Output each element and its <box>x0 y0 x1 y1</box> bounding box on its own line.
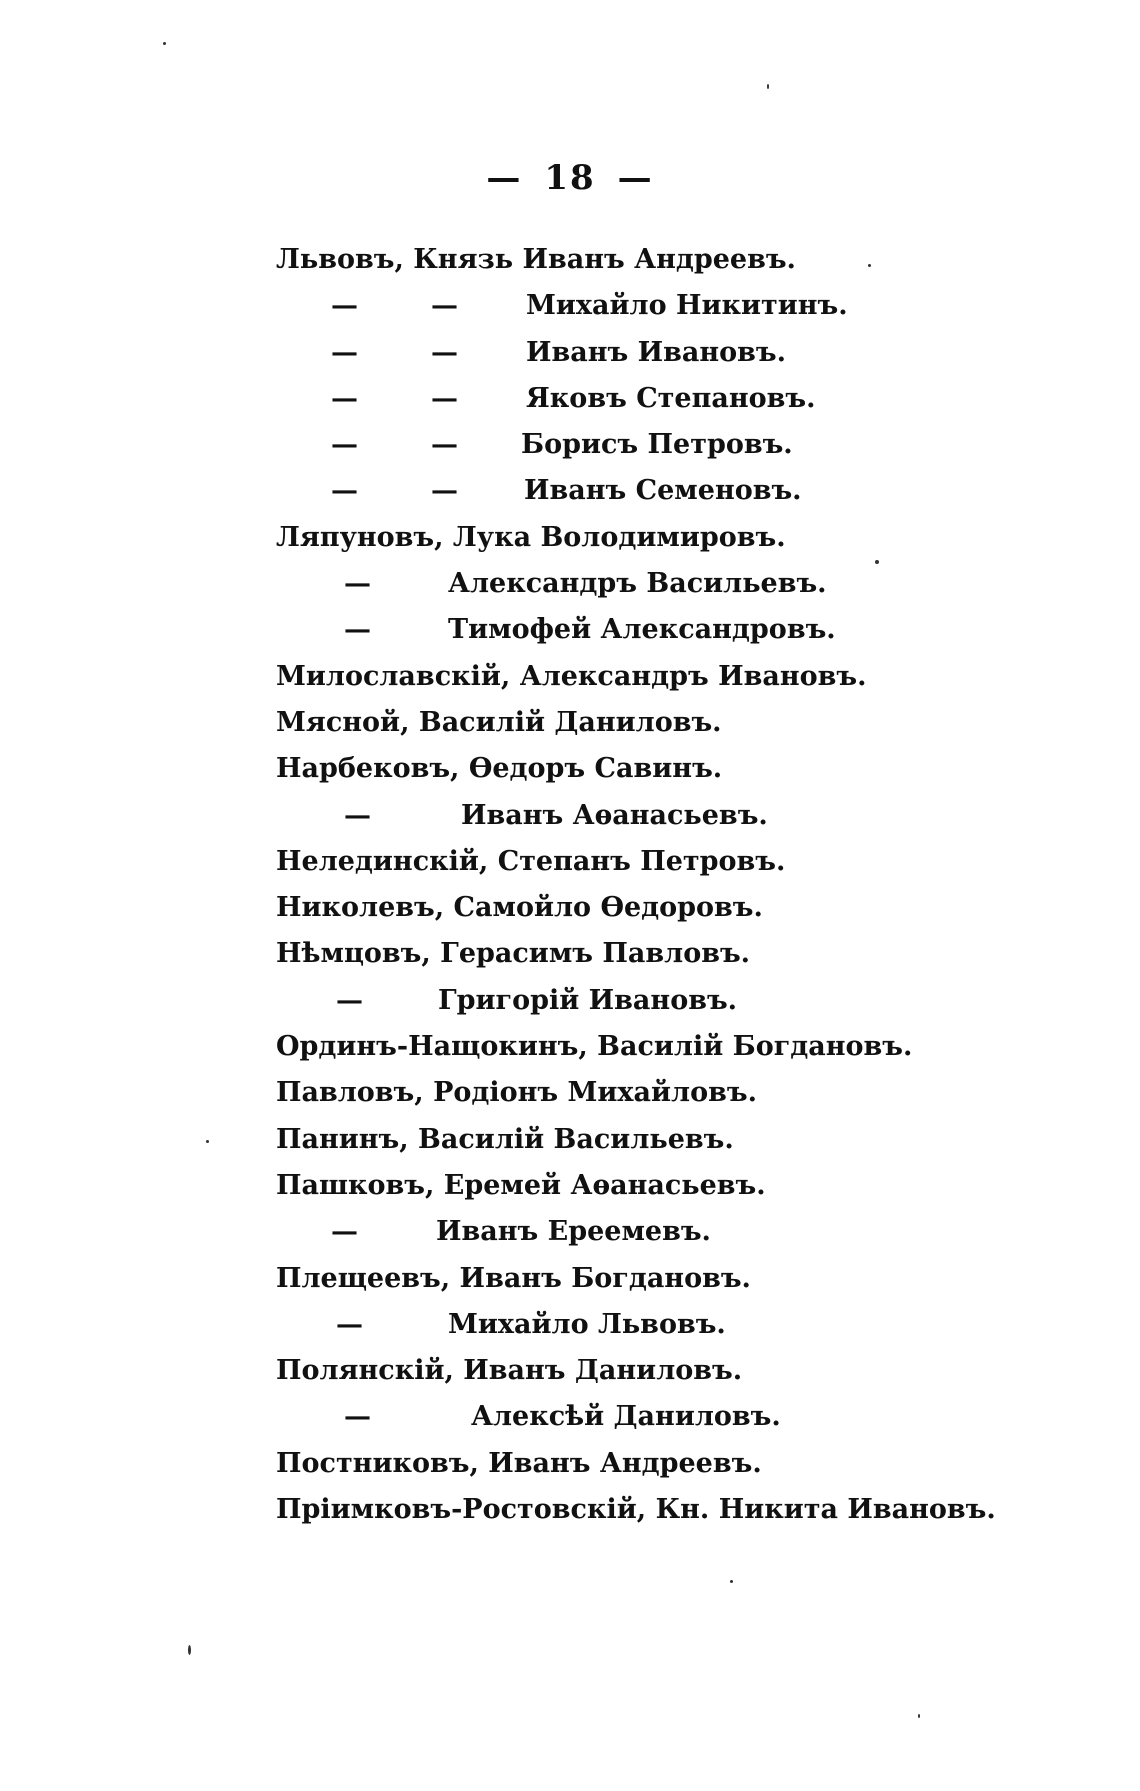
page-number: 18 <box>544 158 596 198</box>
list-item <box>276 607 1096 653</box>
ditto-dash: — <box>331 382 358 414</box>
list-item <box>276 283 1096 329</box>
list-item <box>276 1256 1096 1302</box>
ditto-dash: — <box>336 984 363 1016</box>
entry-text: Мясной, Василій Даниловъ. <box>276 706 722 738</box>
list-item <box>276 1441 1096 1487</box>
entry-text: Милославскій, Александръ Ивановъ. <box>276 660 867 692</box>
ditto-dash: — <box>331 475 358 507</box>
list-item <box>276 978 1096 1024</box>
page-number-line <box>0 158 1140 198</box>
entry-text: Иванъ Аѳанасьевъ. <box>461 799 768 831</box>
ditto-dash: — <box>331 1216 358 1248</box>
print-speck <box>918 1714 920 1718</box>
list-item <box>276 931 1096 977</box>
entry-text: Тимофей Александровъ. <box>448 614 836 646</box>
entry-text: Нелединскій, Степанъ Петровъ. <box>276 845 786 877</box>
ditto-dash: — <box>431 382 458 414</box>
ditto-dash: — <box>344 1401 371 1433</box>
entry-text: Панинъ, Василій Васильевъ. <box>276 1123 734 1155</box>
list-item <box>276 793 1096 839</box>
entry-text: Александръ Васильевъ. <box>448 568 827 600</box>
entry-text: Плещеевъ, Иванъ Богдановъ. <box>276 1262 751 1294</box>
entry-text: Борисъ Петровъ. <box>521 429 793 461</box>
entry-text: Михайло Никитинъ. <box>526 290 848 322</box>
list-item <box>276 515 1096 561</box>
list-item <box>276 237 1096 283</box>
entry-text: Иванъ Ереемевъ. <box>436 1216 711 1248</box>
list-item <box>276 1394 1096 1440</box>
entry-text: Ляпуновъ, Лука Володимировъ. <box>276 521 786 553</box>
entry-text: Иванъ Семеновъ. <box>524 475 802 507</box>
print-speck <box>206 1140 209 1143</box>
entry-text: Нарбековъ, Ѳедоръ Савинъ. <box>276 753 723 785</box>
print-speck <box>875 560 879 564</box>
list-item <box>276 1302 1096 1348</box>
list-item <box>276 885 1096 931</box>
entry-text: Пріимковъ-Ростовскій, Кн. Никита Ивановъ. <box>276 1494 996 1526</box>
list-item <box>276 654 1096 700</box>
list-item <box>276 330 1096 376</box>
list-item <box>276 422 1096 468</box>
entry-text: Львовъ, Князь Иванъ Андреевъ. <box>276 244 796 275</box>
ditto-dash: — <box>331 429 358 461</box>
name-list <box>276 237 1096 1533</box>
ditto-dash: — <box>331 290 358 322</box>
ditto-dash: — <box>431 429 458 461</box>
list-item <box>276 746 1096 792</box>
ditto-dash: — <box>344 614 371 646</box>
entry-text: Алексѣй Даниловъ. <box>471 1401 781 1433</box>
entry-text: Нѣмцовъ, Герасимъ Павловъ. <box>276 938 751 970</box>
ditto-dash: — <box>344 568 371 600</box>
entry-text: Михайло Львовъ. <box>448 1308 726 1340</box>
print-speck <box>163 42 166 45</box>
entry-text: Николевъ, Самойло Ѳедоровъ. <box>276 892 763 924</box>
list-item <box>276 1117 1096 1163</box>
page-number-dash-right: — <box>617 158 654 198</box>
page-number-dash-left: — <box>486 158 523 198</box>
list-item <box>276 376 1096 422</box>
ditto-dash: — <box>431 475 458 507</box>
entry-text: Павловъ, Родіонъ Михайловъ. <box>276 1077 757 1109</box>
list-item <box>276 1209 1096 1255</box>
entry-text: Ординъ-Нащокинъ, Василій Богдановъ. <box>276 1031 913 1063</box>
list-item <box>276 468 1096 514</box>
ditto-dash: — <box>331 336 358 368</box>
list-item <box>276 839 1096 885</box>
entry-text: Полянскій, Иванъ Даниловъ. <box>276 1355 743 1387</box>
print-speck <box>767 84 769 89</box>
ditto-dash: — <box>344 799 371 831</box>
entry-text: Иванъ Ивановъ. <box>526 336 787 368</box>
list-item <box>276 1487 1096 1533</box>
entry-text: Пашковъ, Еремей Аѳанасьевъ. <box>276 1169 766 1201</box>
entry-text: Постниковъ, Иванъ Андреевъ. <box>276 1447 762 1479</box>
ditto-dash: — <box>336 1308 363 1340</box>
list-item <box>276 700 1096 746</box>
list-item <box>276 1070 1096 1116</box>
ditto-dash: — <box>431 336 458 368</box>
ditto-dash: — <box>431 290 458 322</box>
list-item <box>276 1348 1096 1394</box>
print-speck <box>188 1645 191 1655</box>
list-item <box>276 561 1096 607</box>
entry-text: Яковъ Степановъ. <box>526 382 816 414</box>
list-item <box>276 1024 1096 1070</box>
print-speck <box>868 264 871 267</box>
list-item <box>276 1163 1096 1209</box>
print-speck <box>730 1580 733 1583</box>
entry-text: Григорій Ивановъ. <box>438 984 738 1016</box>
